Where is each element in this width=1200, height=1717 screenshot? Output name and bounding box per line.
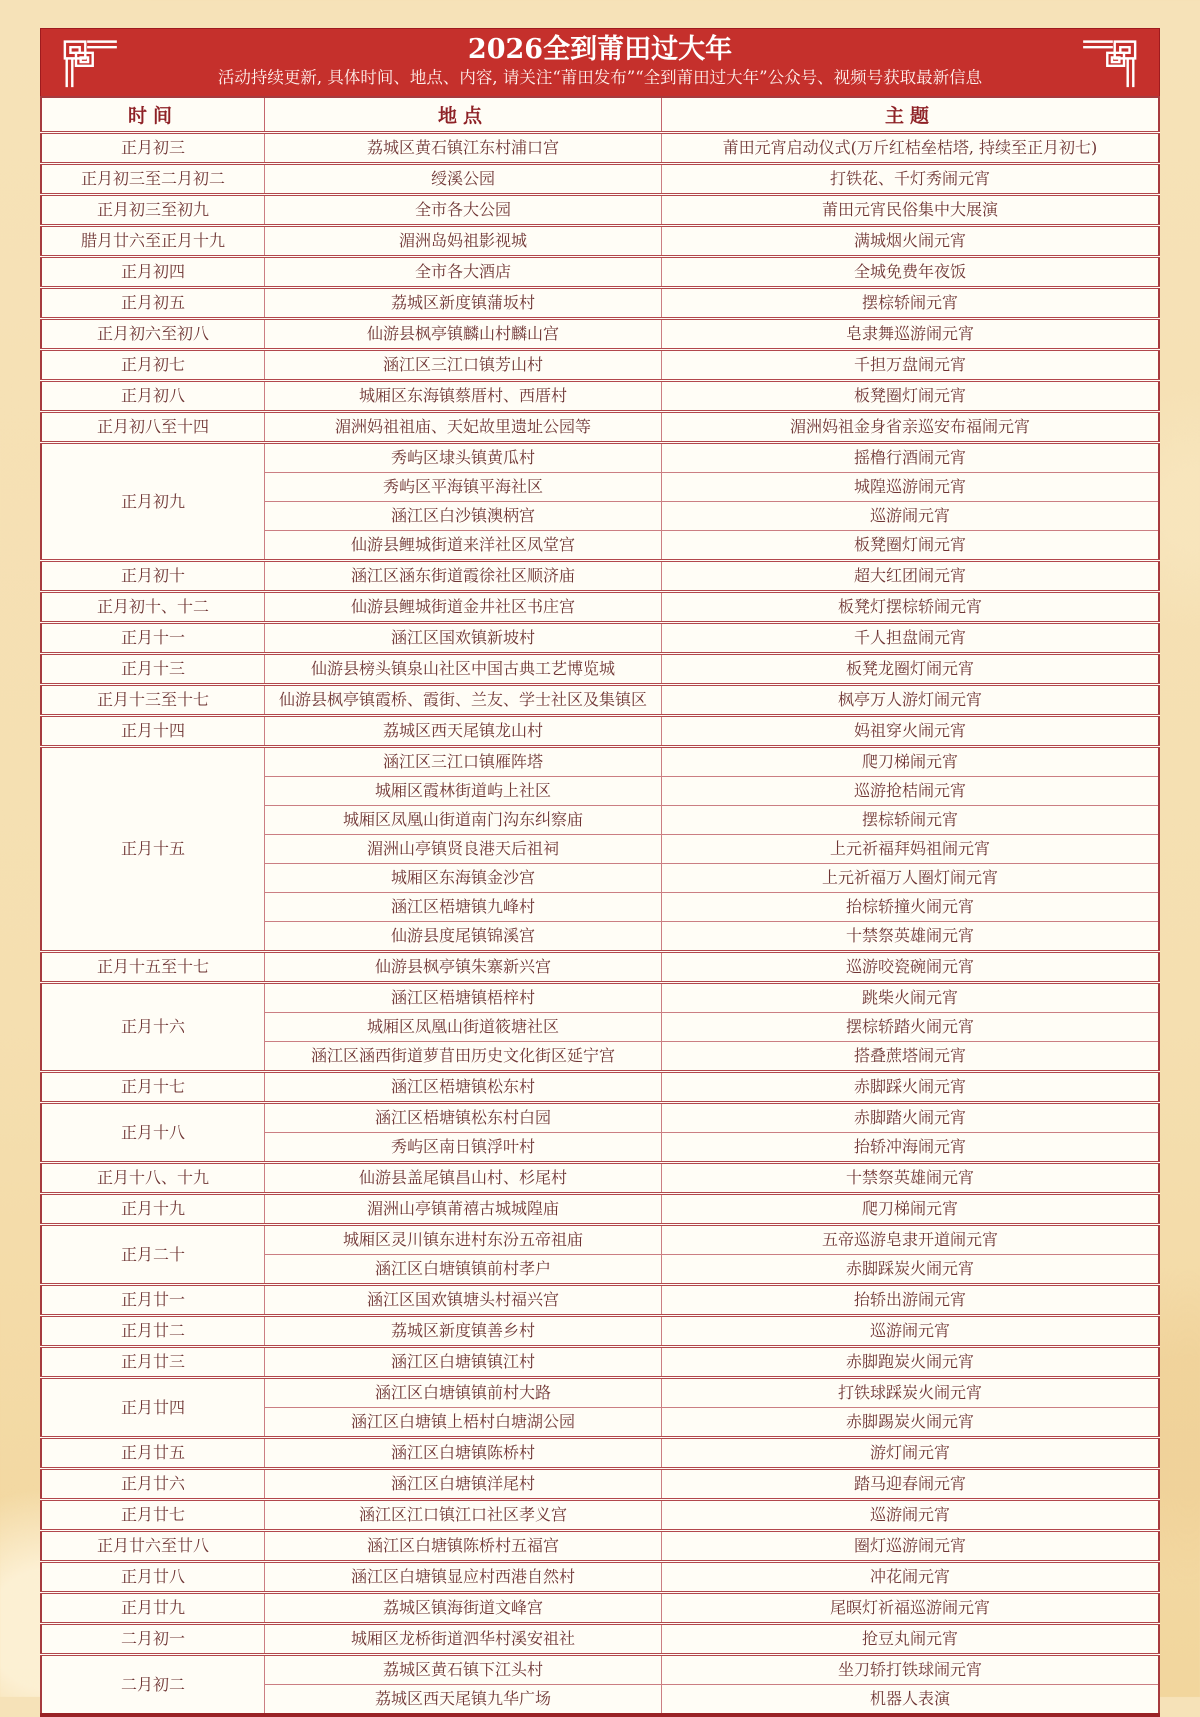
table-row [41,318,1159,349]
location-cell: 湄洲岛妈祖影视城 [265,225,662,256]
theme-cell: 巡游咬瓷碗闹元宵 [661,951,1159,982]
location-cell: 涵江区三江口镇雁阵塔 [265,746,662,776]
column-header-time: 时间 [41,97,265,133]
event-poster [40,28,1160,1717]
table-row [41,622,1159,653]
location-cell: 涵江区涵西街道萝苜田历史文化街区延宁宫 [265,1041,662,1071]
location-cell: 秀屿区南日镇浮叶村 [265,1132,662,1162]
theme-cell: 板凳龙圈灯闹元宵 [661,653,1159,684]
theme-cell: 抬棕轿撞火闹元宵 [661,892,1159,921]
theme-cell: 打铁球踩炭火闹元宵 [661,1377,1159,1407]
event-schedule-table [40,96,1160,1717]
theme-cell: 巡游闹元宵 [661,1315,1159,1346]
theme-cell: 抬轿冲海闹元宵 [661,1132,1159,1162]
theme-cell: 上元祈福拜妈祖闹元宵 [661,834,1159,863]
time-cell: 正月廿八 [41,1561,265,1592]
time-cell: 正月十八、十九 [41,1162,265,1193]
column-header-location: 地点 [265,97,662,133]
location-cell: 涵江区白塘镇镇江村 [265,1346,662,1377]
location-cell: 涵江区白塘镇上梧村白塘湖公园 [265,1407,662,1437]
theme-cell: 超大红团闹元宵 [661,560,1159,591]
time-cell: 正月初九 [41,442,265,560]
time-cell: 正月初五 [41,287,265,318]
theme-cell: 全城免费年夜饭 [661,256,1159,287]
table-row [41,1561,1159,1592]
theme-cell: 板凳圈灯闹元宵 [661,380,1159,411]
theme-cell: 摆棕轿闹元宵 [661,805,1159,834]
theme-cell: 抢豆丸闹元宵 [661,1623,1159,1654]
table-row [41,1102,1159,1132]
theme-cell: 莆田元宵启动仪式(万斤红桔垒桔塔, 持续至正月初七) [661,132,1159,163]
table-row [41,982,1159,1012]
table-row [41,411,1159,442]
location-cell: 涵江区梧塘镇松东村白园 [265,1102,662,1132]
table-row [41,653,1159,684]
time-cell: 正月廿六至廿八 [41,1530,265,1561]
table-row [41,746,1159,776]
theme-cell: 爬刀梯闹元宵 [661,1193,1159,1224]
location-cell: 涵江区国欢镇塘头村福兴宫 [265,1284,662,1315]
time-cell: 二月初二 [41,1654,265,1715]
table-row [41,1284,1159,1315]
location-cell: 涵江区三江口镇芳山村 [265,349,662,380]
location-cell: 荔城区镇海街道文峰宫 [265,1592,662,1623]
theme-cell: 上元祈福万人圈灯闹元宵 [661,863,1159,892]
time-cell: 正月十五至十七 [41,951,265,982]
time-cell: 正月初十、十二 [41,591,265,622]
time-cell: 正月初八至十四 [41,411,265,442]
theme-cell: 摇橹行酒闹元宵 [661,442,1159,472]
theme-cell: 枫亭万人游灯闹元宵 [661,684,1159,715]
theme-cell: 板凳灯摆棕轿闹元宵 [661,591,1159,622]
theme-cell: 圈灯巡游闹元宵 [661,1530,1159,1561]
location-cell: 涵江区白塘镇陈桥村 [265,1437,662,1468]
location-cell: 仙游县盖尾镇昌山村、杉尾村 [265,1162,662,1193]
location-cell: 城厢区凤凰山街道筱塘社区 [265,1012,662,1041]
table-row [41,1224,1159,1254]
theme-cell: 皂隶舞巡游闹元宵 [661,318,1159,349]
time-cell: 正月十一 [41,622,265,653]
table-row [41,1377,1159,1407]
theme-cell: 坐刀轿打铁球闹元宵 [661,1654,1159,1684]
theme-cell: 赤脚踩炭火闹元宵 [661,1254,1159,1284]
time-cell: 正月廿六 [41,1468,265,1499]
location-cell: 湄洲妈祖祖庙、天妃故里遗址公园等 [265,411,662,442]
location-cell: 涵江区国欢镇新坡村 [265,622,662,653]
time-cell: 正月十六 [41,982,265,1071]
location-cell: 涵江区白塘镇陈桥村五福宫 [265,1530,662,1561]
location-cell: 仙游县榜头镇泉山社区中国古典工艺博览城 [265,653,662,684]
location-cell: 仙游县鲤城街道金井社区书庄宫 [265,591,662,622]
time-cell: 正月初八 [41,380,265,411]
table-row [41,684,1159,715]
location-cell: 涵江区白塘镇镇前村大路 [265,1377,662,1407]
time-cell: 正月廿七 [41,1499,265,1530]
theme-cell: 赤脚跑炭火闹元宵 [661,1346,1159,1377]
table-row [41,1499,1159,1530]
location-cell: 城厢区龙桥街道泗华村溪安祖社 [265,1623,662,1654]
location-cell: 湄洲山亭镇贤良港天后祖祠 [265,834,662,863]
time-cell: 正月十三至十七 [41,684,265,715]
table-row [41,591,1159,622]
time-cell: 正月初十 [41,560,265,591]
theme-cell: 赤脚踏火闹元宵 [661,1102,1159,1132]
location-cell: 仙游县鲤城街道来洋社区凤堂宫 [265,530,662,560]
schedule-table-body [41,132,1159,1715]
location-cell: 绶溪公园 [265,163,662,194]
theme-cell: 摆棕轿踏火闹元宵 [661,1012,1159,1041]
theme-cell: 踏马迎春闹元宵 [661,1468,1159,1499]
theme-cell: 尾暝灯祈福巡游闹元宵 [661,1592,1159,1623]
time-cell: 正月廿五 [41,1437,265,1468]
location-cell: 秀屿区埭头镇黄瓜村 [265,442,662,472]
location-cell: 仙游县枫亭镇霞桥、霞街、兰友、学士社区及集镇区 [265,684,662,715]
table-row [41,287,1159,318]
table-row [41,1315,1159,1346]
theme-cell: 妈祖穿火闹元宵 [661,715,1159,746]
table-row [41,951,1159,982]
location-cell: 荔城区西天尾镇龙山村 [265,715,662,746]
time-cell: 正月廿九 [41,1592,265,1623]
theme-cell: 十禁祭英雄闹元宵 [661,1162,1159,1193]
table-row [41,256,1159,287]
time-cell: 正月二十 [41,1224,265,1284]
chinese-knot-corner-icon [1081,37,1141,89]
location-cell: 城厢区东海镇蔡厝村、西厝村 [265,380,662,411]
location-cell: 涵江区白塘镇显应村西港自然村 [265,1561,662,1592]
location-cell: 涵江区梧塘镇九峰村 [265,892,662,921]
table-row [41,1071,1159,1102]
theme-cell: 赤脚踢炭火闹元宵 [661,1407,1159,1437]
theme-cell: 板凳圈灯闹元宵 [661,530,1159,560]
time-cell: 正月廿四 [41,1377,265,1437]
theme-cell: 打铁花、千灯秀闹元宵 [661,163,1159,194]
table-row [41,1592,1159,1623]
location-cell: 荔城区黄石镇江东村浦口宫 [265,132,662,163]
location-cell: 仙游县度尾镇锦溪宫 [265,921,662,951]
table-row [41,380,1159,411]
theme-cell: 赤脚踩火闹元宵 [661,1071,1159,1102]
time-cell: 正月初三至初九 [41,194,265,225]
table-row [41,1530,1159,1561]
table-row [41,560,1159,591]
table-row [41,1437,1159,1468]
time-cell: 腊月廿六至正月十九 [41,225,265,256]
theme-cell: 爬刀梯闹元宵 [661,746,1159,776]
chinese-knot-corner-icon [59,37,119,89]
table-row [41,132,1159,163]
table-row [41,715,1159,746]
location-cell: 仙游县枫亭镇麟山村麟山宫 [265,318,662,349]
location-cell: 全市各大酒店 [265,256,662,287]
table-row [41,163,1159,194]
time-cell: 正月廿二 [41,1315,265,1346]
location-cell: 城厢区霞林街道屿上社区 [265,776,662,805]
location-cell: 涵江区梧塘镇梧梓村 [265,982,662,1012]
location-cell: 荔城区新度镇蒲坂村 [265,287,662,318]
table-header-row [41,97,1159,133]
table-row [41,225,1159,256]
table-row [41,1623,1159,1654]
location-cell: 湄洲山亭镇莆禧古城城隍庙 [265,1193,662,1224]
theme-cell: 巡游闹元宵 [661,1499,1159,1530]
table-row [41,1346,1159,1377]
theme-cell: 满城烟火闹元宵 [661,225,1159,256]
location-cell: 涵江区白塘镇洋尾村 [265,1468,662,1499]
location-cell: 涵江区江口镇江口社区孝义宫 [265,1499,662,1530]
time-cell: 正月十五 [41,746,265,951]
poster-subtitle: 活动持续更新, 具体时间、地点、内容, 请关注“莆田发布”“全到莆田过大年”公众号、视频号获取最新信息 [217,68,983,88]
location-cell: 涵江区白沙镇澳柄宫 [265,501,662,530]
location-cell: 涵江区涵东街道霞徐社区顺济庙 [265,560,662,591]
time-cell: 正月十七 [41,1071,265,1102]
table-row [41,349,1159,380]
theme-cell: 城隍巡游闹元宵 [661,472,1159,501]
table-row [41,442,1159,472]
location-cell: 仙游县枫亭镇朱寨新兴宫 [265,951,662,982]
table-row [41,1654,1159,1684]
theme-cell: 跳柴火闹元宵 [661,982,1159,1012]
location-cell: 荔城区西天尾镇九华广场 [265,1684,662,1715]
location-cell: 城厢区灵川镇东进村东汾五帝祖庙 [265,1224,662,1254]
time-cell: 正月廿一 [41,1284,265,1315]
poster-header [40,28,1160,96]
time-cell: 正月初三至二月初二 [41,163,265,194]
theme-cell: 巡游闹元宵 [661,501,1159,530]
location-cell: 涵江区梧塘镇松东村 [265,1071,662,1102]
location-cell: 全市各大公园 [265,194,662,225]
table-row [41,194,1159,225]
theme-cell: 千担万盘闹元宵 [661,349,1159,380]
time-cell: 正月廿三 [41,1346,265,1377]
theme-cell: 五帝巡游皂隶开道闹元宵 [661,1224,1159,1254]
table-row [41,1162,1159,1193]
poster-title: 2026全到莆田过大年 [467,34,733,65]
theme-cell: 抬轿出游闹元宵 [661,1284,1159,1315]
location-cell: 涵江区白塘镇镇前村孝户 [265,1254,662,1284]
time-cell: 正月初七 [41,349,265,380]
location-cell: 荔城区新度镇善乡村 [265,1315,662,1346]
table-row [41,1468,1159,1499]
time-cell: 正月初三 [41,132,265,163]
column-header-theme: 主题 [661,97,1159,133]
theme-cell: 湄洲妈祖金身省亲巡安布福闹元宵 [661,411,1159,442]
time-cell: 正月初六至初八 [41,318,265,349]
theme-cell: 冲花闹元宵 [661,1561,1159,1592]
theme-cell: 搭叠蔗塔闹元宵 [661,1041,1159,1071]
theme-cell: 游灯闹元宵 [661,1437,1159,1468]
time-cell: 正月十四 [41,715,265,746]
location-cell: 秀屿区平海镇平海社区 [265,472,662,501]
location-cell: 城厢区东海镇金沙宫 [265,863,662,892]
theme-cell: 摆棕轿闹元宵 [661,287,1159,318]
location-cell: 城厢区凤凰山街道南门沟东纠察庙 [265,805,662,834]
time-cell: 正月十八 [41,1102,265,1162]
theme-cell: 巡游抢桔闹元宵 [661,776,1159,805]
location-cell: 荔城区黄石镇下江头村 [265,1654,662,1684]
time-cell: 正月初四 [41,256,265,287]
theme-cell: 千人担盘闹元宵 [661,622,1159,653]
theme-cell: 机器人表演 [661,1684,1159,1715]
time-cell: 二月初一 [41,1623,265,1654]
time-cell: 正月十三 [41,653,265,684]
time-cell: 正月十九 [41,1193,265,1224]
table-row [41,1193,1159,1224]
theme-cell: 莆田元宵民俗集中大展演 [661,194,1159,225]
theme-cell: 十禁祭英雄闹元宵 [661,921,1159,951]
